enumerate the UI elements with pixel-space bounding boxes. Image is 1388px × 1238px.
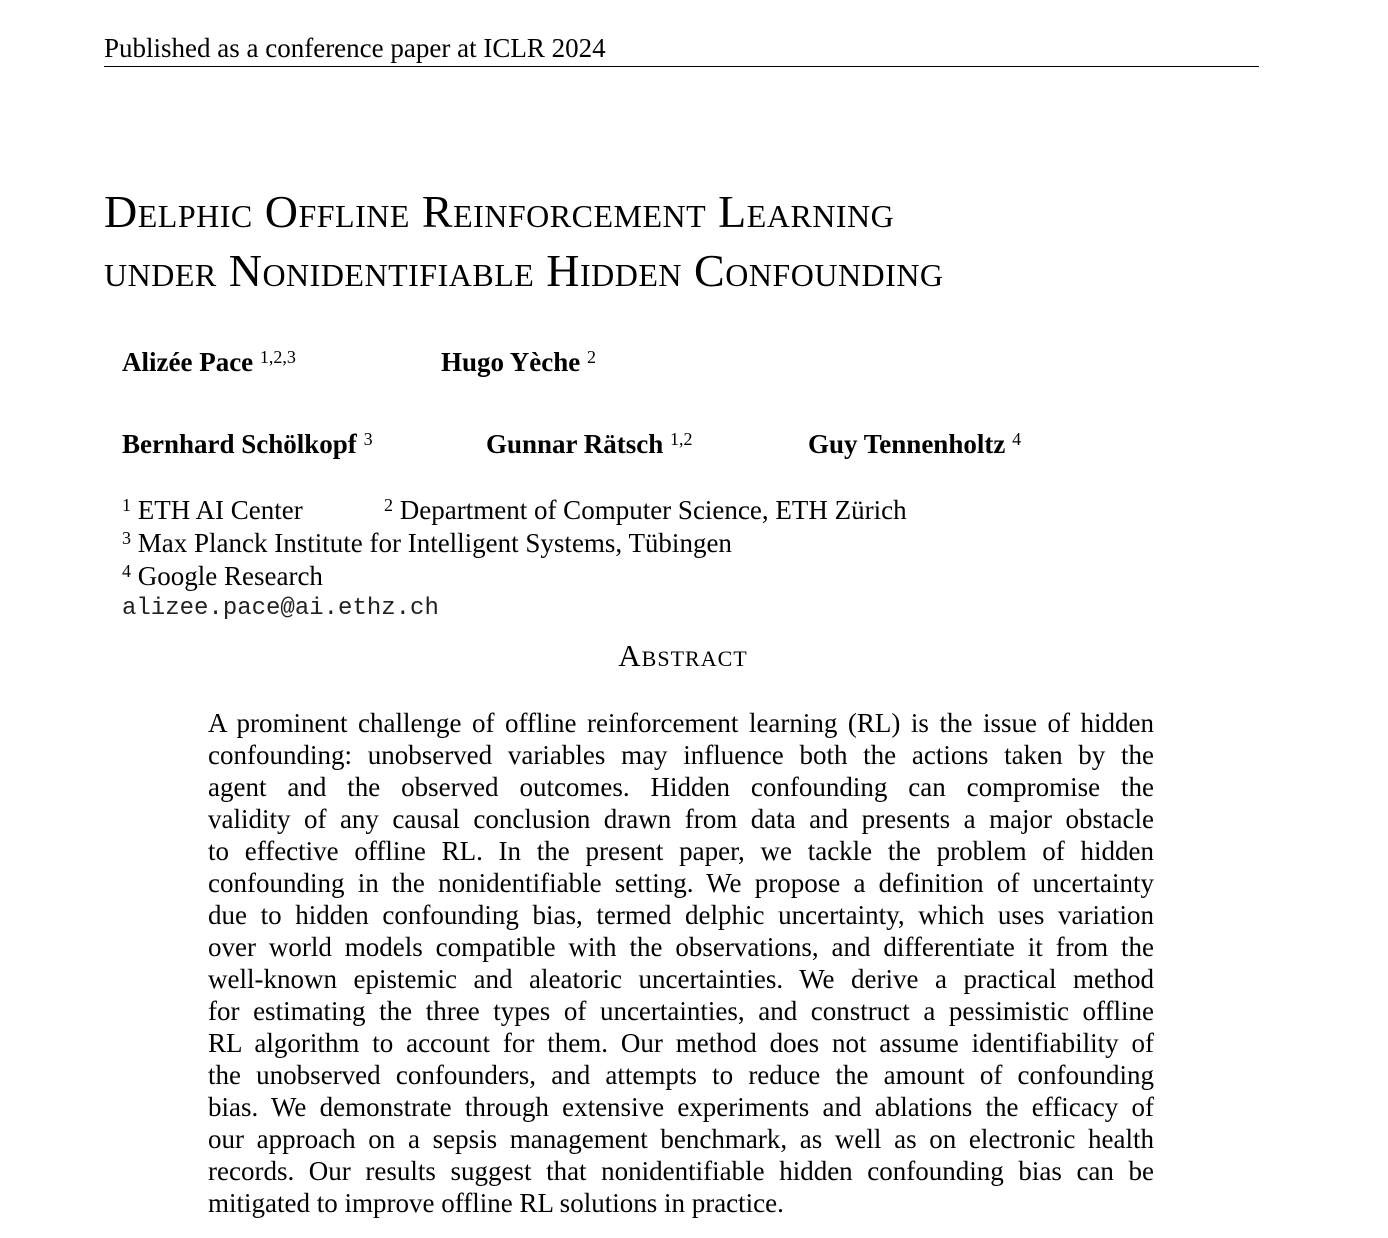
affiliation-text: ETH AI Center — [137, 495, 303, 525]
paper-title — [104, 182, 1304, 300]
abstract-line: our approach on a sepsis management benchmark, as well as on electronic health — [208, 1124, 1154, 1154]
author-affiliation-marks: 1,2,3 — [259, 347, 296, 367]
author-bernhard-scholkopf — [122, 428, 373, 460]
affiliation-number: 3 — [122, 528, 131, 548]
abstract-line: agent and the observed outcomes. Hidden confounding can compromise the — [208, 772, 1154, 802]
author-affiliation-marks: 3 — [363, 429, 373, 449]
author-alizee-pace — [122, 346, 296, 378]
abstract-line: confounding in the nonidentifiable setting. We propose a definition of uncertainty — [208, 868, 1154, 898]
affiliation-number: 4 — [122, 561, 131, 581]
abstract-line: for estimating the three types of uncertainties, and construct a pessimistic offline — [208, 996, 1154, 1026]
abstract-line: mitigated to improve offline RL solutions in practice. — [208, 1188, 784, 1218]
affiliation-3 — [122, 527, 732, 560]
abstract-line: over world models compatible with the observations, and differentiate it from the — [208, 932, 1154, 962]
author-affiliation-marks: 1,2 — [670, 429, 693, 449]
abstract-line: A prominent challenge of offline reinforcement learning (RL) is the issue of hidden — [208, 708, 1154, 738]
abstract-line: the unobserved confounders, and attempts to reduce the amount of confounding — [208, 1060, 1154, 1090]
affiliation-number: 1 — [122, 495, 131, 515]
abstract-line: records. Our results suggest that nonidentifiable hidden confounding bias can be — [208, 1156, 1154, 1186]
author-affiliation-marks: 4 — [1012, 429, 1022, 449]
abstract-line: bias. We demonstrate through extensive experiments and ablations the efficacy of — [208, 1092, 1154, 1122]
affiliation-text: Google Research — [137, 561, 323, 591]
abstract-line: well-known epistemic and aleatoric uncertainties. We derive a practical method — [208, 964, 1154, 994]
abstract-line: confounding: unobserved variables may influence both the actions taken by the — [208, 740, 1154, 770]
abstract-line: validity of any causal conclusion drawn from data and presents a major obstacle — [208, 804, 1154, 834]
author-guy-tennenholtz — [808, 428, 1021, 460]
author-name: Guy Tennenholtz — [808, 429, 1006, 459]
author-affiliation-marks: 2 — [586, 347, 596, 367]
author-name: Gunnar Rätsch — [486, 429, 664, 459]
affiliation-4 — [122, 560, 323, 593]
affiliation-text: Max Planck Institute for Intelligent Systems, Tübingen — [137, 528, 732, 558]
title-line-2: under Nonidentifiable Hidden Confounding — [104, 245, 944, 296]
abstract-line: due to hidden confounding bias, termed delphic uncertainty, which uses variation — [208, 900, 1154, 930]
abstract-heading: Abstract — [618, 638, 748, 673]
author-name: Bernhard Schölkopf — [122, 429, 357, 459]
affiliation-number: 2 — [384, 495, 393, 515]
author-gunnar-ratsch — [486, 428, 693, 460]
affiliation-1 — [122, 494, 303, 527]
author-hugo-yeche — [441, 346, 596, 378]
affiliation-2 — [384, 494, 907, 527]
title-line-1: Delphic Offline Reinforcement Learning — [104, 186, 895, 237]
abstract-body — [208, 707, 1154, 1219]
author-email[interactable]: alizee.pace@ai.ethz.ch — [122, 595, 439, 622]
affiliation-text: Department of Computer Science, ETH Zürich — [399, 495, 907, 525]
author-name: Alizée Pace — [122, 347, 254, 377]
conference-header: Published as a conference paper at ICLR 2024 — [104, 30, 1259, 67]
abstract-line: RL algorithm to account for them. Our method does not assume identifiability of — [208, 1028, 1154, 1058]
abstract-line: to effective offline RL. In the present paper, we tackle the problem of hidden — [208, 836, 1154, 866]
author-name: Hugo Yèche — [441, 347, 581, 377]
